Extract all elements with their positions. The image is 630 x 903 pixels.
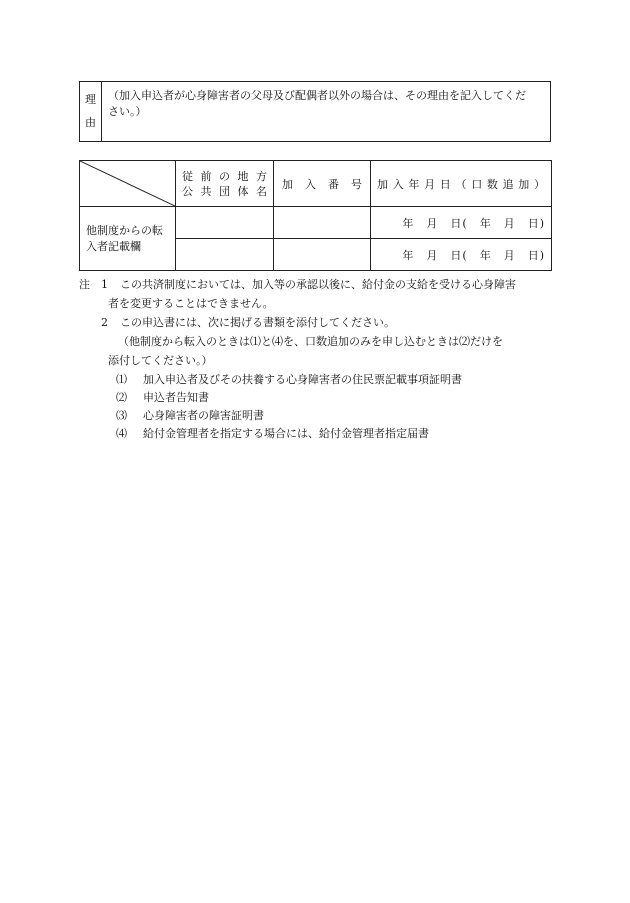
- note-2-line-2: （他制度から転入のときは⑴と⑷を、口数追加のみを申し込むときは⑵だけを: [118, 335, 503, 348]
- doc-item-4-text: 給付金管理者を指定する場合には、給付金管理者指定届書: [143, 427, 429, 440]
- row-label-line-1: 他制度からの転: [86, 223, 163, 237]
- join-date-input-2[interactable]: 年 月 日( 年 月 日): [371, 239, 552, 271]
- row-label-line-2: 入者記載欄: [86, 239, 141, 253]
- transfer-table: [79, 160, 552, 271]
- header-former-org-line-2: 公共団体名: [182, 184, 267, 198]
- row-label-transfer: [80, 207, 176, 271]
- doc-item-2-number: ⑵: [116, 391, 127, 404]
- doc-item-3-text: 心身障害者の障害証明書: [143, 409, 264, 422]
- header-membership-number: 加入番号: [274, 161, 371, 207]
- header-diagonal-cell: [80, 161, 176, 207]
- reason-text-line-1: （加入申込者が心身障害者の父母及び配偶者以外の場合は、その理由を記入してくだ: [108, 89, 526, 102]
- note-2-number: 2: [101, 316, 108, 329]
- reason-label-char-2: 由: [85, 116, 96, 129]
- reason-text-line-2: さい。）: [108, 105, 147, 118]
- note-1-line-1: この共済制度においては、加入等の承認以後に、給付金の支給を受ける心身障害: [120, 278, 516, 291]
- notes-prefix: 注: [79, 278, 90, 291]
- former-org-input-1[interactable]: [176, 207, 274, 239]
- reason-text[interactable]: [108, 88, 546, 120]
- header-former-org-line-1: 従前の地方: [182, 169, 267, 183]
- note-2-line-1: この申込書には、次に掲げる書類を添付してください。: [120, 316, 395, 329]
- note-1-line-2: 者を変更することはできません。: [108, 297, 274, 310]
- note-2-line-3: 添付してください。）: [108, 354, 213, 367]
- diagonal-line: [80, 161, 175, 206]
- join-date-input-1[interactable]: 年 月 日( 年 月 日): [371, 207, 552, 239]
- reason-label-cell: [79, 81, 102, 142]
- header-join-date: 加入年月日（口数追加）: [371, 161, 552, 207]
- header-former-org: [176, 161, 274, 207]
- former-org-input-2[interactable]: [176, 239, 274, 271]
- doc-item-1-number: ⑴: [116, 373, 127, 386]
- doc-item-1-text: 加入申込者及びその扶養する心身障害者の住民票記載事項証明書: [143, 373, 462, 386]
- doc-item-4-number: ⑷: [116, 427, 127, 440]
- doc-item-3-number: ⑶: [116, 409, 127, 422]
- doc-item-2-text: 申込者告知書: [143, 391, 209, 404]
- reason-label-char-1: 理: [85, 93, 96, 106]
- note-1-number: 1: [101, 278, 108, 291]
- membership-number-input-1[interactable]: [274, 207, 371, 239]
- membership-number-input-2[interactable]: [274, 239, 371, 271]
